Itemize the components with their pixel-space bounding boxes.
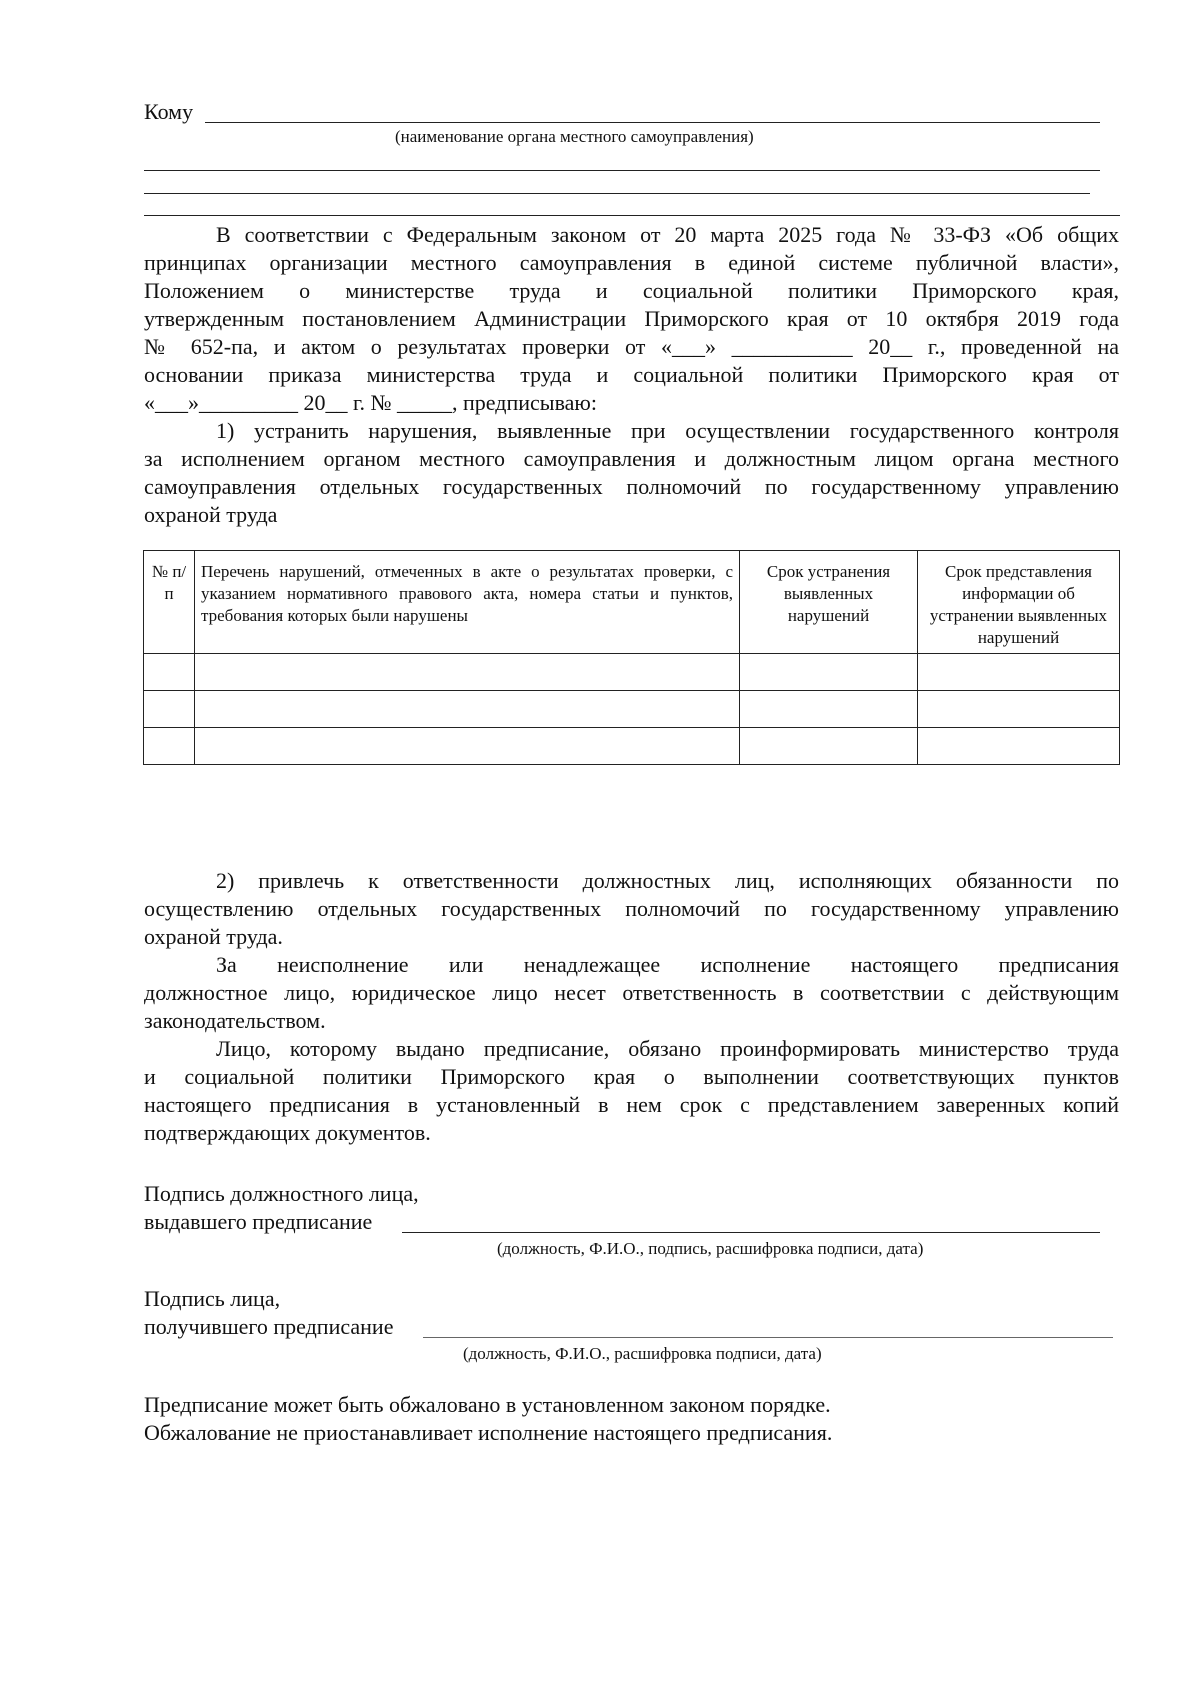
table-cell[interactable] xyxy=(144,654,195,691)
issuer-signature-caption: (должность, Ф.И.О., подпись, расшифровка подписи, дата) xyxy=(497,1239,924,1258)
issuer-signature-line[interactable] xyxy=(402,1232,1100,1233)
to-caption: (наименование органа местного самоуправления) xyxy=(395,127,754,146)
col-violations-header: Перечень нарушений, отмеченных в акте о результатах проверки, с указанием нормативного правового акта, номера статьи и пунктов, требования которых были нарушены xyxy=(195,551,740,654)
item1-line: самоуправления отдельных государственных полномочий по государственному управлению xyxy=(144,474,1119,499)
item2-line: 2) привлечь к ответственности должностных лиц, исполняющих обязанности по xyxy=(216,868,1119,893)
table-cell[interactable] xyxy=(918,691,1120,728)
col-report-deadline-header: Срок представления информации об устранении выявленных нарушений xyxy=(918,551,1120,654)
item1-paragraph xyxy=(144,417,1119,529)
inform-line: Лицо, которому выдано предписание, обязано проинформировать министерство труда xyxy=(216,1036,1119,1061)
intro-line: «___»_________ 20__ г. № _____, предписываю: xyxy=(144,390,597,415)
table-cell[interactable] xyxy=(195,691,740,728)
intro-line: принципах организации местного самоуправления в единой системе публичной власти», xyxy=(144,250,1119,275)
appeal-note: Предписание может быть обжаловано в установленном законом порядке. xyxy=(144,1392,831,1417)
to-extra-line-2[interactable] xyxy=(144,193,1090,194)
table-header-row xyxy=(144,551,1120,654)
to-extra-line-3[interactable] xyxy=(144,215,1120,216)
violations-table xyxy=(143,550,1120,765)
issuer-signature-label-1: Подпись должностного лица, xyxy=(144,1181,419,1206)
inform-line: подтверждающих документов. xyxy=(144,1120,431,1145)
item2-line: охраной труда. xyxy=(144,924,283,949)
intro-paragraph xyxy=(144,221,1119,417)
intro-line: Положением о министерстве труда и социальной политики Приморского края, xyxy=(144,278,1119,303)
item2-paragraph xyxy=(144,867,1119,951)
receiver-signature-label-1: Подпись лица, xyxy=(144,1286,281,1311)
issuer-signature-label-2: выдавшего предписание xyxy=(144,1209,373,1234)
receiver-signature-label-2: получившего предписание xyxy=(144,1314,394,1339)
col-number-header: № п/п xyxy=(144,551,195,654)
table-row xyxy=(144,654,1120,691)
intro-line: основании приказа министерства труда и социальной политики Приморского края от xyxy=(144,362,1119,387)
receiver-signature-caption: (должность, Ф.И.О., расшифровка подписи, дата) xyxy=(463,1344,822,1363)
item1-line: за исполнением органом местного самоуправления и должностным лицом органа местного xyxy=(144,446,1119,471)
liability-line: должностное лицо, юридическое лицо несет ответственность в соответствии с действующим xyxy=(144,980,1119,1005)
inform-line: и социальной политики Приморского края о выполнении соответствующих пунктов xyxy=(144,1064,1119,1089)
liability-line: За неисполнение или ненадлежащее исполнение настоящего предписания xyxy=(216,952,1119,977)
item2-line: осуществлению отдельных государственных полномочий по государственному управлению xyxy=(144,896,1119,921)
table-row xyxy=(144,728,1120,765)
table-cell[interactable] xyxy=(918,728,1120,765)
table-cell[interactable] xyxy=(195,654,740,691)
liability-line: законодательством. xyxy=(144,1008,326,1033)
table-cell[interactable] xyxy=(740,654,918,691)
to-field-line[interactable] xyxy=(205,122,1100,123)
intro-line: В соответствии с Федеральным законом от 20 марта 2025 года № 33-ФЗ «Об общих xyxy=(216,222,1119,247)
intro-line: утвержденным постановлением Администрации Приморского края от 10 октября 2019 года xyxy=(144,306,1119,331)
liability-paragraph xyxy=(144,951,1119,1035)
table-row xyxy=(144,691,1120,728)
table-cell[interactable] xyxy=(144,728,195,765)
item1-line: охраной труда xyxy=(144,502,278,527)
table-cell[interactable] xyxy=(740,728,918,765)
table-cell[interactable] xyxy=(740,691,918,728)
table-cell[interactable] xyxy=(195,728,740,765)
to-extra-line-1[interactable] xyxy=(144,170,1100,171)
item1-line: 1) устранить нарушения, выявленные при осуществлении государственного контроля xyxy=(216,418,1119,443)
intro-line: № 652-па, и актом о результатах проверки от «___» ___________ 20__ г., проведенной на xyxy=(144,334,1119,359)
appeal-note-2: Обжалование не приостанавливает исполнение настоящего предписания. xyxy=(144,1420,833,1445)
table-cell[interactable] xyxy=(144,691,195,728)
inform-paragraph xyxy=(144,1035,1119,1147)
inform-line: настоящего предписания в установленный в нем срок с представлением заверенных копий xyxy=(144,1092,1119,1117)
receiver-signature-line[interactable] xyxy=(423,1337,1113,1338)
col-deadline-header: Срок устранения выявленных нарушений xyxy=(740,551,918,654)
to-label: Кому xyxy=(144,99,194,124)
table-cell[interactable] xyxy=(918,654,1120,691)
